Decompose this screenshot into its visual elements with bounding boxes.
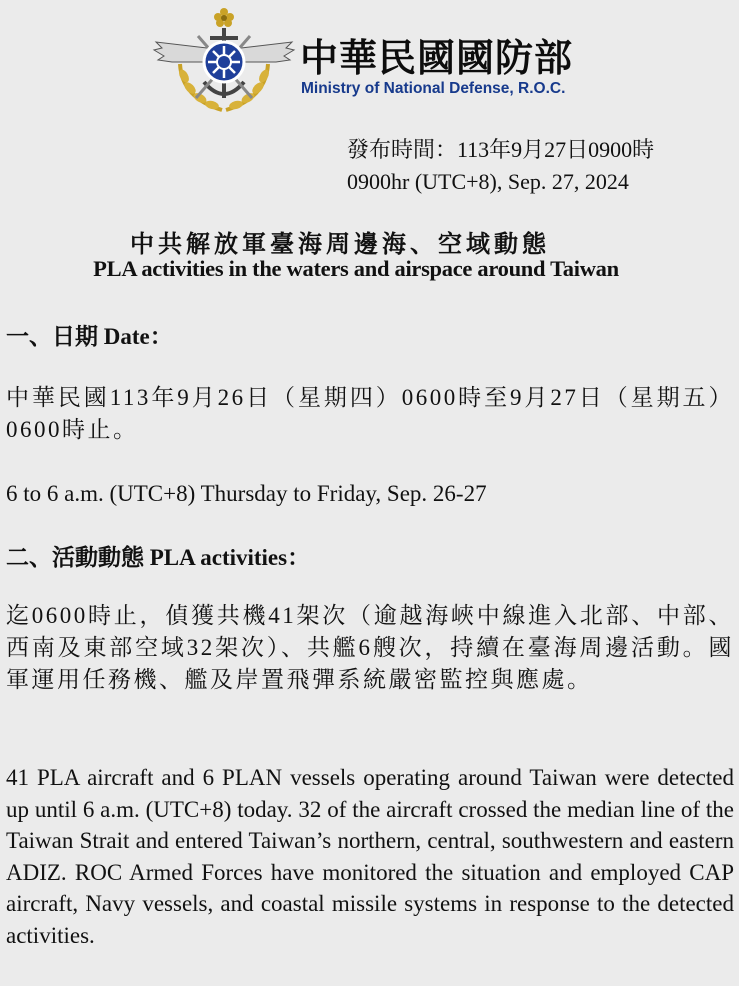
ministry-name-chinese: 中華民國國防部 — [300, 36, 574, 80]
page-title-chinese: 中共解放軍臺海周邊海、空域動態 — [130, 232, 550, 258]
release-time-english: 0900hr (UTC+8), Sep. 27, 2024 — [347, 169, 629, 194]
section-date-heading: 一、日期 Date： — [6, 324, 173, 349]
ministry-name-english: Ministry of National Defense, R.O.C. — [301, 80, 566, 97]
release-time-chinese: 發布時間：113年9月27日0900時 — [347, 137, 655, 162]
section-activities-chinese: 迄0600時止，偵獲共機41架次（逾越海峽中線進入北部、中部、西南及東部空域32架次）、共艦6艘次，持續在臺海周邊活動。國軍運用任務機、艦及岸置飛彈系統嚴密監控與應處。 — [6, 603, 734, 692]
ministry-emblem-icon — [152, 6, 296, 120]
section-date-english: 6 to 6 a.m. (UTC+8) Thursday to Friday, Sep. 26-27 — [6, 481, 487, 506]
release-time — [347, 134, 654, 198]
section-activities-english: 41 PLA aircraft and 6 PLAN vessels operating around Taiwan were detected up until 6 a.m. (UTC+8) today. 32 of the aircraft crossed the median line of the Taiwan Strait and entered Taiwan’s northern, central, southwestern and eastern ADIZ. ROC Armed Forces have monitored the situation and employed CAP aircraft, Navy vessels, and coastal missile systems in response to the detected activities. — [6, 765, 734, 948]
section-date-chinese: 中華民國113年9月26日（星期四）0600時至9月27日（星期五）0600時止。 — [6, 385, 734, 442]
section-activities-heading: 二、活動動態 PLA activities： — [6, 545, 311, 570]
page-title-english: PLA activities in the waters and airspace around Taiwan — [93, 256, 619, 281]
